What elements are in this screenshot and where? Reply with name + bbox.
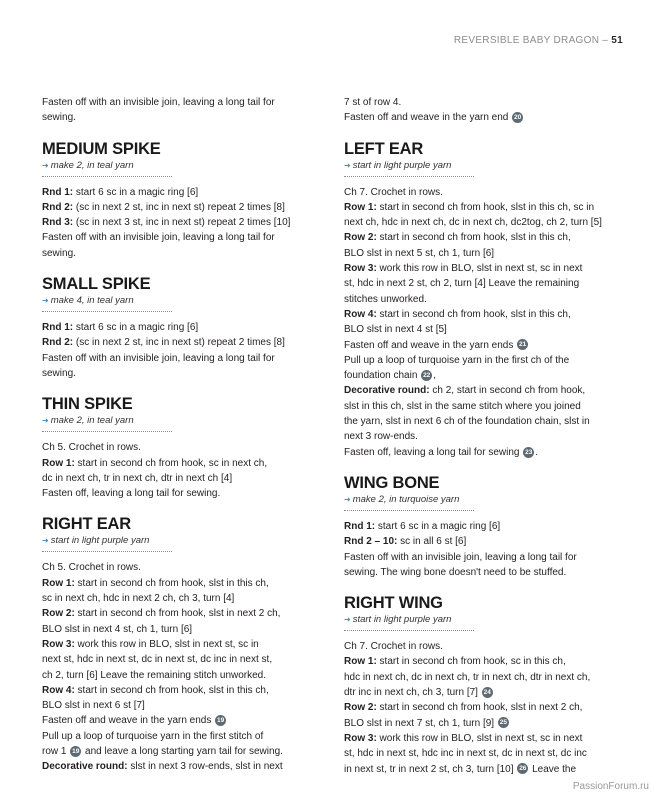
- instruction-line: Rnd 3: (sc in next 3 st, inc in next st) repeat 2 times [10]: [42, 217, 291, 229]
- instruction-line: hdc in next ch, dc in next ch, tr in next ch, dtr in next ch,: [344, 671, 591, 683]
- instruction-line: dtr inc in next ch, ch 3, turn [7] 24: [344, 687, 491, 699]
- arrow-right-icon: ➜: [42, 536, 49, 546]
- instruction-line: Row 1: start in second ch from hook, slst in this ch, sc in: [344, 201, 595, 213]
- instruction-line: Fasten off with an invisible join, leaving a long tail for: [42, 232, 275, 244]
- instruction-line: Fasten off and weave in the yarn ends 21: [344, 339, 527, 351]
- step-badge: 26: [519, 765, 527, 773]
- section-subtitle: ➜ start in light purple yarn: [344, 159, 452, 171]
- intro-line: sewing.: [42, 112, 76, 124]
- section-medium-spike: [42, 140, 314, 261]
- right-column: [344, 95, 616, 777]
- left-column: [42, 95, 314, 775]
- instruction-line: BLO slst in next 4 st [5]: [344, 324, 447, 336]
- instruction-line: BLO slst in next 4 st, ch 1, turn [6]: [42, 623, 193, 635]
- section-right-wing: [344, 594, 616, 777]
- instruction-line: BLO slst in next 5 st, ch 1, turn [6]: [344, 247, 495, 259]
- section-subtitle: ➜ make 4, in teal yarn: [42, 295, 134, 307]
- dotted-divider: [42, 176, 172, 177]
- page-number: 51: [611, 35, 623, 46]
- instruction-line: sewing. The wing bone doesn't need to be stuffed.: [344, 566, 567, 578]
- section-subtitle: ➜ make 2, in teal yarn: [42, 415, 134, 427]
- instruction-line: Fasten off with an invisible join, leaving a long tail for: [344, 551, 577, 563]
- section-title: THIN SPIKE: [42, 395, 133, 414]
- instruction-line: ch 2, turn [6] Leave the remaining stitch unworked.: [42, 669, 267, 681]
- section-title: RIGHT WING: [344, 594, 443, 613]
- instruction-line: st, hdc in next 2 st, ch 2, turn [4] Leave the remaining: [344, 278, 580, 290]
- instruction-line: Decorative round: slst in next 3 row-ends, slst in next: [42, 761, 283, 773]
- instruction-line: Row 3: work this row in BLO, slst in next st, sc in next: [344, 732, 583, 744]
- page-header: [0, 0, 661, 80]
- instruction-line: Row 1: start in second ch from hook, sc in next ch,: [42, 457, 268, 469]
- instruction-line: the yarn, slst in next 6 ch of the foundation chain, slst in: [344, 416, 590, 428]
- section-subtitle: ➜ make 2, in teal yarn: [42, 159, 134, 171]
- section-title: SMALL SPIKE: [42, 275, 151, 294]
- instruction-line: Rnd 1: start 6 sc in a magic ring [6]: [42, 186, 199, 198]
- instruction-line: Ch 5. Crochet in rows.: [42, 562, 141, 574]
- instruction-line: foundation chain 22 ,: [344, 370, 436, 382]
- step-badge: 23: [525, 448, 533, 456]
- instruction-line: Row 2: start in second ch from hook, slst in next 2 ch,: [344, 702, 583, 714]
- instruction-line: row 1 19 and leave a long starting yarn tail for sewing.: [42, 746, 283, 758]
- instruction-line: sc in next ch, hdc in next 2 ch, ch 3, turn [4]: [42, 593, 235, 605]
- instruction-line: Row 4: start in second ch from hook, slst in this ch,: [344, 308, 571, 320]
- instruction-line: Fasten off with an invisible join, leaving a long tail for: [42, 352, 275, 364]
- watermark: PassionForum.ru: [572, 781, 649, 792]
- running-head: [454, 35, 623, 46]
- section-title: MEDIUM SPIKE: [42, 139, 161, 158]
- instruction-line: 7 st of row 4.: [344, 97, 402, 108]
- step-badge: 19: [217, 717, 225, 725]
- instruction-line: Ch 5. Crochet in rows.: [42, 442, 141, 454]
- instruction-line: Fasten off, leaving a long tail for sewing 23 .: [344, 446, 539, 458]
- step-badge: 19: [72, 747, 80, 755]
- instruction-line: next 3 row-ends.: [344, 431, 418, 443]
- instruction-line: Decorative round: ch 2, start in second ch from hook,: [344, 385, 586, 397]
- instruction-line: Row 2: start in second ch from hook, slst in next 2 ch,: [42, 608, 281, 620]
- section-right-ear: [42, 515, 314, 774]
- arrow-right-icon: ➜: [42, 296, 49, 306]
- section-title: WING BONE: [344, 473, 440, 492]
- instruction-line: dc in next ch, tr in next ch, dtr in next ch [4]: [42, 472, 233, 484]
- instruction-line: Row 1: start in second ch from hook, slst in this ch,: [42, 577, 269, 589]
- step-badge: 20: [514, 114, 522, 122]
- section-subtitle: ➜ make 2, in turquoise yarn: [344, 493, 460, 505]
- instruction-line: Row 3: work this row in BLO, slst in next st, sc in next: [344, 263, 583, 275]
- section-title: RIGHT EAR: [42, 515, 131, 534]
- instruction-line: Rnd 2: (sc in next 2 st, inc in next st) repeat 2 times [8]: [42, 201, 285, 213]
- instruction-line: slst in this ch, slst in the same stitch where you joined: [344, 400, 581, 412]
- dotted-divider: [42, 311, 172, 312]
- instruction-line: Pull up a loop of turquoise yarn in the first stitch of: [42, 730, 264, 742]
- instruction-line: sewing.: [42, 247, 76, 259]
- instruction-line: Row 3: work this row in BLO, slst in next st, sc in: [42, 638, 259, 650]
- dotted-divider: [42, 431, 172, 432]
- instruction-line: BLO slst in next 6 st [7]: [42, 700, 145, 712]
- section-title: LEFT EAR: [344, 139, 424, 158]
- instruction-line: Pull up a loop of turquoise yarn in the first ch of the: [344, 354, 570, 366]
- instruction-line: Row 4: start in second ch from hook, slst in this ch,: [42, 684, 269, 696]
- arrow-right-icon: ➜: [344, 160, 351, 170]
- section-wing-bone: [344, 474, 616, 580]
- instruction-line: next ch, hdc in next ch, dc in next ch, dc2tog, ch 2, turn [5]: [344, 217, 602, 229]
- instruction-line: Ch 7. Crochet in rows.: [344, 186, 443, 198]
- section-subtitle: ➜ start in light purple yarn: [344, 614, 452, 626]
- dotted-divider: [344, 630, 474, 631]
- instruction-line: Ch 7. Crochet in rows.: [344, 641, 443, 653]
- section-small-spike: [42, 275, 314, 381]
- instruction-line: Fasten off and weave in the yarn ends 19: [42, 715, 225, 727]
- instruction-line: stitches unworked.: [344, 293, 427, 305]
- instruction-line: Fasten off, leaving a long tail for sewing.: [42, 488, 221, 500]
- instruction-line: Rnd 1: start 6 sc in a magic ring [6]: [344, 520, 501, 532]
- arrow-right-icon: ➜: [42, 160, 49, 170]
- intro-line: Fasten off with an invisible join, leaving a long tail for: [42, 97, 275, 108]
- step-badge: 22: [423, 372, 431, 380]
- instruction-line: sewing.: [42, 367, 76, 379]
- instruction-line: next st, hdc in next st, dc in next st, dc inc in next st,: [42, 654, 273, 666]
- dotted-divider: [42, 551, 172, 552]
- section-thin-spike: [42, 395, 314, 501]
- dotted-divider: [344, 176, 474, 177]
- step-badge: 24: [483, 688, 491, 696]
- instruction-line: in next st, tr in next 2 st, ch 3, turn [10] 26 Leave the: [344, 763, 577, 775]
- arrow-right-icon: ➜: [42, 416, 49, 426]
- dotted-divider: [344, 510, 474, 511]
- instruction-line: st, hdc in next st, hdc inc in next st, dc in next st, dc inc: [344, 748, 587, 760]
- section-left-ear: [344, 140, 616, 460]
- arrow-right-icon: ➜: [344, 494, 351, 504]
- running-head-title: REVERSIBLE BABY DRAGON –: [453, 35, 609, 46]
- instruction-line: Row 1: start in second ch from hook, sc in this ch,: [344, 656, 566, 668]
- instruction-line: BLO slst in next 7 st, ch 1, turn [9] 25: [344, 717, 507, 729]
- step-badge: 25: [499, 719, 507, 727]
- instruction-line: Row 2: start in second ch from hook, slst in this ch,: [344, 232, 571, 244]
- instruction-line: Rnd 2 – 10: sc in all 6 st [6]: [344, 536, 467, 548]
- instruction-line: Rnd 1: start 6 sc in a magic ring [6]: [42, 322, 199, 334]
- step-badge: 21: [519, 341, 527, 349]
- instruction-line: Rnd 2: (sc in next 2 st, inc in next st) repeat 2 times [8]: [42, 337, 285, 349]
- section-subtitle: ➜ start in light purple yarn: [42, 535, 150, 547]
- instruction-line: Fasten off and weave in the yarn end 20: [344, 112, 522, 124]
- arrow-right-icon: ➜: [344, 615, 351, 625]
